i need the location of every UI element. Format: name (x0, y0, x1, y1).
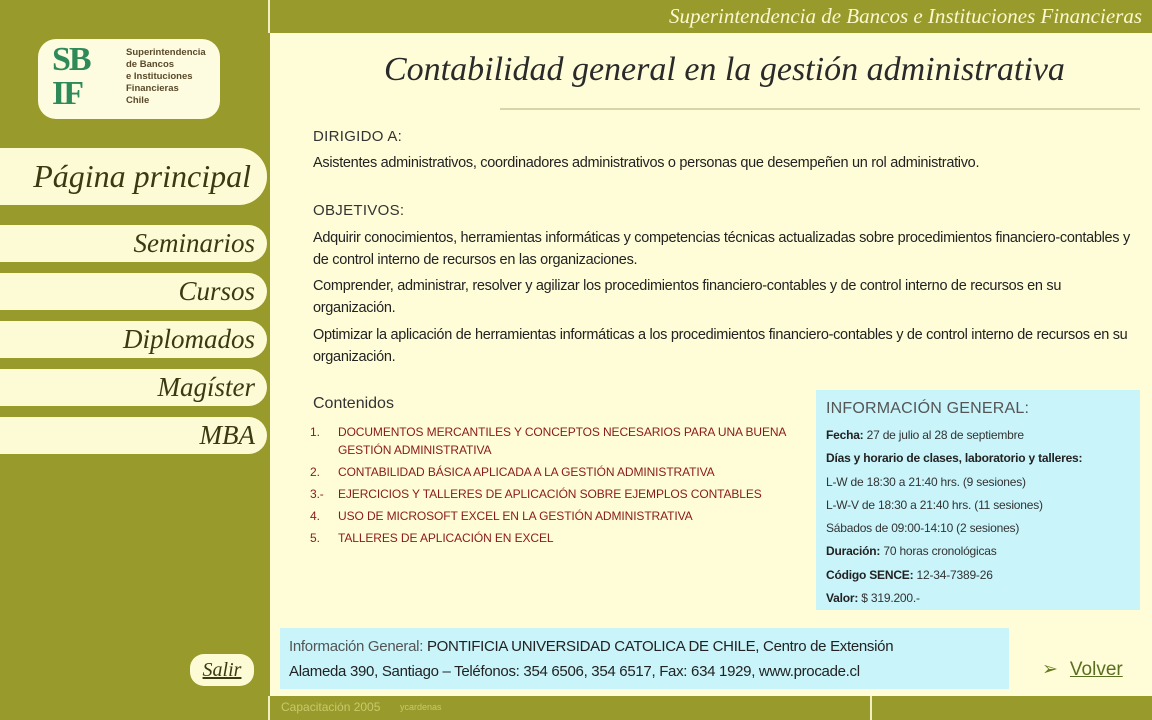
title-divider (500, 108, 1140, 110)
nav-cursos[interactable]: Cursos (0, 273, 267, 310)
list-item: 3.- EJERCICIOS Y TALLERES DE APLICACIÓN SOBRE EJEMPLOS CONTABLES (310, 487, 762, 501)
list-item: 5. TALLERES DE APLICACIÓN EN EXCEL (310, 531, 554, 545)
objetivo-2: Comprender, administrar, resolver y agilizar los procedimientos financiero-contables y de control interno de recursos en su organización. (313, 278, 1062, 316)
info-valor: Valor: $ 319.200.- (826, 591, 920, 606)
nav-magister[interactable]: Magíster (0, 369, 267, 406)
logo-mark: SB IF (52, 41, 90, 112)
bottom-separator-right (870, 696, 872, 720)
arrowhead-right-icon: ➢ (1042, 659, 1058, 680)
list-item: 4. USO DE MICROSOFT EXCEL EN LA GESTIÓN ADMINISTRATIVA (310, 509, 693, 523)
footer-author: ycardenas (400, 702, 442, 712)
bottom-bar (0, 696, 1152, 720)
sbif-logo[interactable] (38, 39, 220, 119)
info-horario-3: Sábados de 09:00-14:10 (2 sesiones) (826, 521, 1020, 536)
info-horario-label: Días y horario de clases, laboratorio y talleres: (826, 451, 1083, 466)
nav-diplomados[interactable]: Diplomados (0, 321, 267, 358)
page-title: Contabilidad general en la gestión administrativa (384, 51, 1065, 88)
info-horario-2: L-W-V de 18:30 a 21:40 hrs. (11 sesiones) (826, 497, 1043, 512)
footer-line-1: Información General: PONTIFICIA UNIVERSIDAD CATOLICA DE CHILE, Centro de Extensión (289, 638, 894, 655)
footer-info-box (280, 628, 1009, 689)
objetivo-1: Adquirir conocimientos, herramientas informáticas y competencias técnicas actualizadas sobre procedimientos financiero-contables y de control interno de recursos en las organizaciones. (313, 230, 1130, 268)
contenidos-list (310, 423, 790, 551)
org-title: Superintendencia de Bancos e Instituciones Financieras (669, 4, 1142, 28)
info-duracion: Duración: 70 horas cronológicas (826, 544, 997, 559)
volver-link[interactable] (1042, 658, 1123, 681)
list-item: 2. CONTABILIDAD BÁSICA APLICADA A LA GESTIÓN ADMINISTRATIVA (310, 465, 715, 479)
footer-caption: Capacitación 2005 (281, 700, 381, 714)
exit-link[interactable]: Salir (190, 654, 254, 686)
nav-seminarios[interactable]: Seminarios (0, 225, 267, 262)
sidebar (0, 33, 268, 696)
dirigido-heading: DIRIGIDO A: (313, 128, 403, 145)
info-horario-1: L-W de 18:30 a 21:40 hrs. (9 sesiones) (826, 474, 1026, 489)
top-bar (0, 0, 1152, 33)
bottom-separator-left (268, 696, 270, 720)
objetivo-3: Optimizar la aplicación de herramientas informáticas a los procedimientos financiero-contables y de control interno de recursos en su organización. (313, 327, 1128, 365)
list-item: 1. DOCUMENTOS MERCANTILES Y CONCEPTOS NECESARIOS PARA UNA BUENA GESTIÓN ADMINISTRATIVA (310, 425, 786, 457)
dirigido-text: Asistentes administrativos, coordinadores administrativos o personas que desempeñen un rol administrativo. (313, 155, 980, 171)
logo-text: Superintendencia de Bancos e Instituciones Financieras Chile (126, 47, 206, 106)
nav-mba[interactable]: MBA (0, 417, 267, 454)
info-sence: Código SENCE: 12-34-7389-26 (826, 567, 993, 582)
main-content (270, 33, 1152, 696)
info-heading: INFORMACIÓN GENERAL: (826, 400, 1030, 417)
volver-label[interactable]: Volver (1069, 659, 1123, 680)
contenidos-heading: Contenidos (313, 395, 394, 412)
info-fecha: Fecha: 27 de julio al 28 de septiembre (826, 428, 1024, 442)
home-link[interactable]: Página principal (0, 148, 267, 205)
objetivos-heading: OBJETIVOS: (313, 202, 405, 219)
footer-line-2: Alameda 390, Santiago – Teléfonos: 354 6506, 354 6517, Fax: 634 1929, www.procade.cl (289, 663, 860, 680)
top-separator (268, 0, 270, 33)
info-general-box (816, 390, 1140, 610)
